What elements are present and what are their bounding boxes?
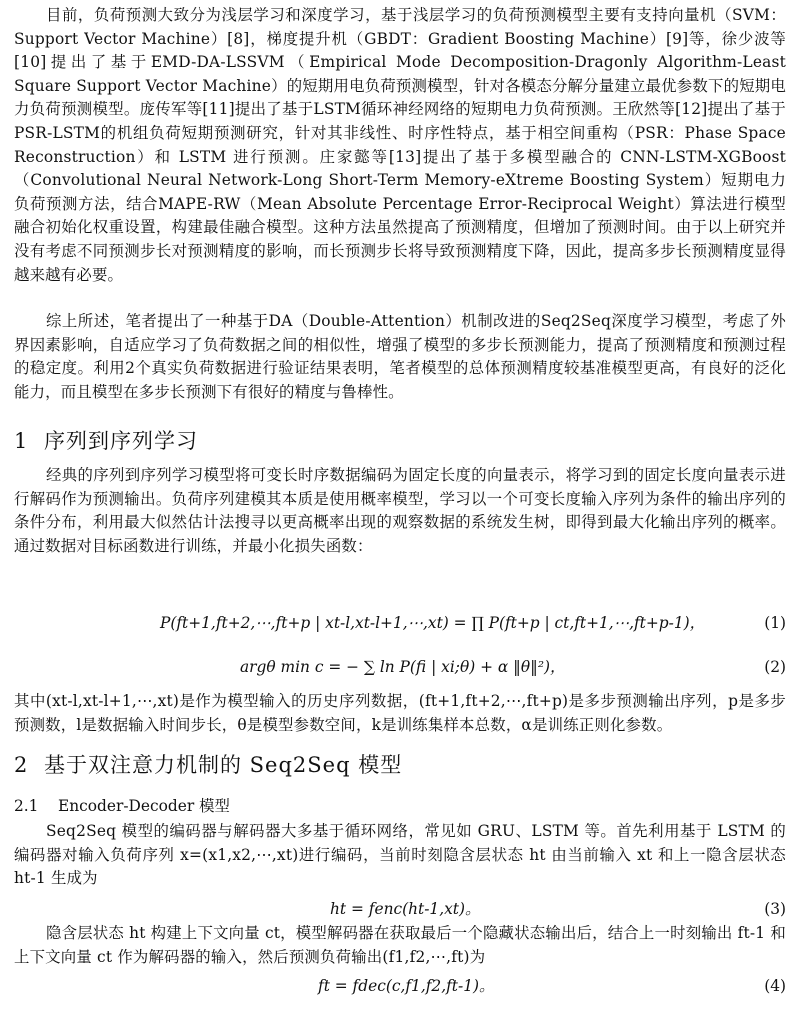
subsection-title: Encoder-Decoder 模型: [58, 797, 230, 815]
equation-number-2: (2): [764, 658, 786, 676]
section-heading-2: [14, 752, 402, 778]
paragraph-seq2seq-intro: 经典的序列到序列学习模型将可变长时序数据编码为固定长度的向量表示，将学习到的固定长度向量表示进行解码作为预测输出。负荷序列建模其本质是使用概率模型，学习以一个可变长度输入序列为条件的输出序列的条件分布，利用最大似然估计法搜寻以更高概率出现的观察数据的系统发生树，即得到最大化输出序列的概率。通过数据对目标函数进行训练，并最小化损失函数：: [14, 466, 786, 555]
equation-3: ht = fenc(ht-1,xt)。: [330, 900, 481, 918]
equation-number-1: (1): [764, 614, 786, 632]
equation-2: argθ min c = − ∑ ln P(fi | xi;θ) + α ‖θ‖²)，: [240, 658, 566, 676]
section-heading-1: [14, 428, 198, 454]
paragraph-related-work: 目前，负荷预测大致分为浅层学习和深度学习，基于浅层学习的负荷预测模型主要有支持向量机（SVM：Support Vector Machine）[8]，梯度提升机（GBDT：Gradient Boosting Machine）[9]等，徐少波等[10]提出了基于EMD-DA-LSSVM（Empirical Mode Decomposition-Dragonly Algorithm-Least Square Support Vector Machine）的短期用电负荷预测模型，针对各模态分解分量建立最优参数下的短期电力负荷预测模型。庞传军等[11]提出了基于LSTM循环神经网络的短期电力负荷预测。王欣然等[12]提出了基于PSR-LSTM的机组负荷短期预测研究，针对其非线性、时序性特点，基于相空间重构（PSR：Phase Space Reconstruction）和 LSTM 进行预测。庄家懿等[13]提出了基于多模型融合的 CNN-LSTM-XGBoost（Convolutional Neural Network-Long Short-Term Memory-eXtreme Boosting System）短期电力负荷预测方法，结合MAPE-RW（Mean Absolute Percentage Error-Reciprocal Weight）算法进行模型融合初始化权重设置，构建最佳融合模型。这种方法虽然提高了预测精度，但增加了预测时间。由于以上研究并没有考虑不同预测步长对预测精度的影响，而长预测步长将导致预测精度下降，因此，提高多步长预测精度显得越来越有必要。: [14, 6, 786, 284]
equation-number-4: (4): [764, 977, 786, 995]
equation-number-3: (3): [764, 900, 786, 918]
subsection-heading-2-1: [14, 795, 230, 817]
section-title: 基于双注意力机制的 Seq2Seq 模型: [44, 753, 403, 777]
paragraph-notation: 其中(xt-l,xt-l+1,⋯,xt)是作为模型输入的历史序列数据，(ft+1,ft+2,⋯,ft+p)是多步预测输出序列，p是多步预测数，l是数据输入时间步长，θ是模型参数空间，k是训练集样本总数，α是训练正则化参数。: [14, 692, 786, 734]
equation-4: ft = fdec(c,f1,f2,ft-1)。: [318, 977, 495, 995]
paragraph-decoder: 隐含层状态 ht 构建上下文向量 ct，模型解码器在获取最后一个隐藏状态输出后，结合上一时刻输出 ft-1 和上下文向量 ct 作为解码器的输入，然后预测负荷输出(f1,f2,⋯,ft)为: [14, 924, 786, 966]
subsection-number: 2.1: [14, 797, 39, 815]
section-number: 2: [14, 753, 29, 777]
section-title: 序列到序列学习: [44, 429, 198, 453]
paragraph-encoder: Seq2Seq 模型的编码器与解码器大多基于循环网络，常见如 GRU、LSTM 等。首先利用基于 LSTM 的编码器对输入负荷序列 x=(x1,x2,⋯,xt)进行编码，当前时刻隐含层状态 ht 由当前输入 xt 和上一隐含层状态 ht-1 生成为: [14, 822, 786, 888]
section-number: 1: [14, 429, 29, 453]
paragraph-summary: 综上所述，笔者提出了一种基于DA（Double-Attention）机制改进的Seq2Seq深度学习模型，考虑了外界因素影响，自适应学习了负荷数据之间的相似性，增强了模型的多步长预测能力，提高了预测精度和预测过程的稳定度。利用2个真实负荷数据进行验证结果表明，笔者模型的总体预测精度较基准模型更高，有良好的泛化能力，而且模型在多步长预测下有很好的精度与鲁棒性。: [14, 312, 786, 401]
equation-1: P(ft+1,ft+2,⋯,ft+p | xt-l,xt-l+1,⋯,xt) = ∏ P(ft+p | ct,ft+1,⋯,ft+p-1)，: [160, 614, 705, 632]
